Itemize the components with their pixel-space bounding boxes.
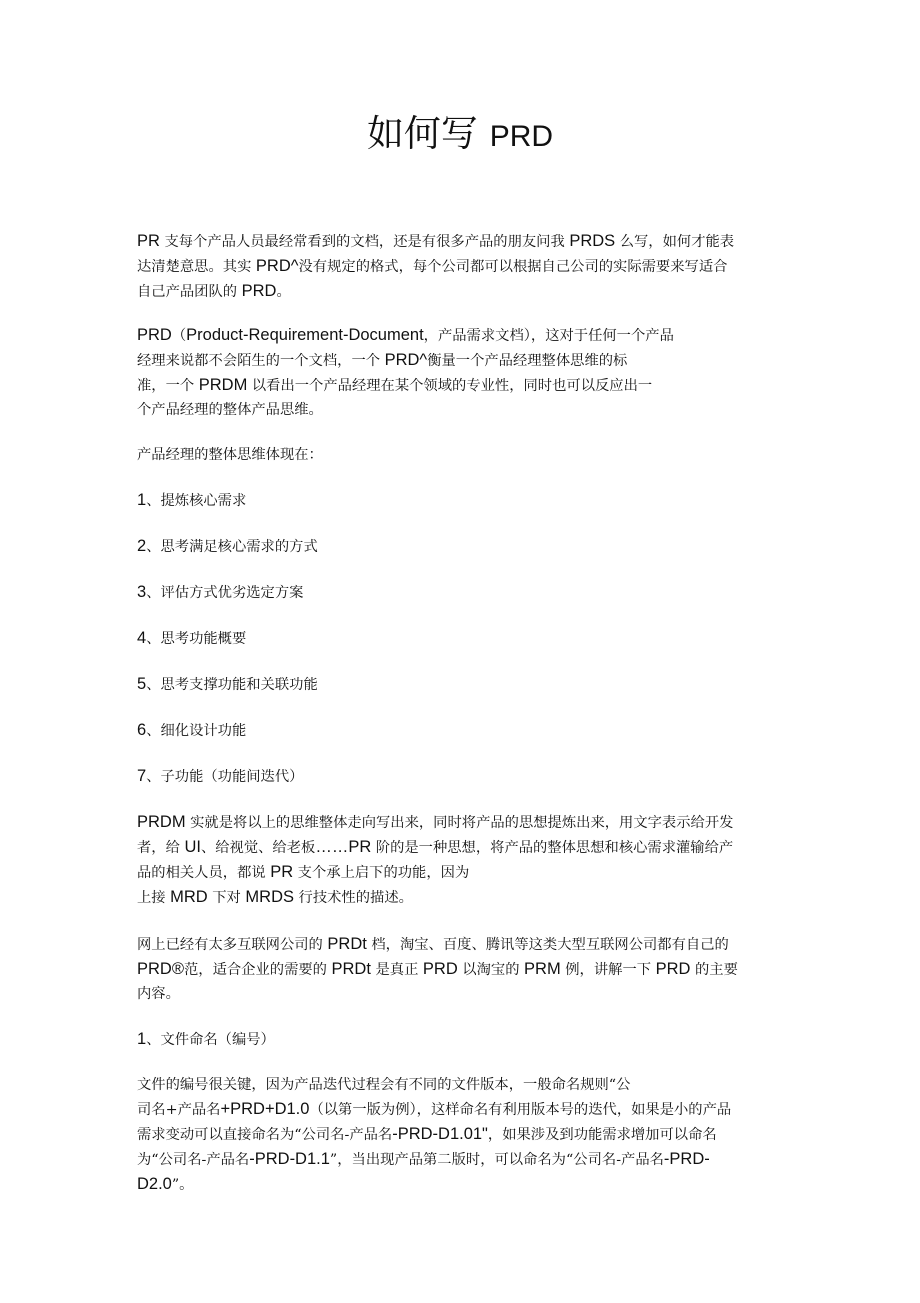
paragraph-line: 上接 MRD 下对 MRDS 行技术性的描述。 <box>137 888 413 906</box>
latin-text-run: PRDM <box>137 813 186 831</box>
paragraph-line: 准，一个 PRDM 以看出一个产品经理在某个领域的专业性，同时也可以反应出一 <box>137 376 653 394</box>
paragraph-line: PRD（Product-Requirement-Document，产品需求文档），这对于任何一个产品 <box>137 326 674 344</box>
paragraph-line: 司名+产品名+PRD+D1.0（以第一版为例），这样命名有利用版本号的迭代，如果是小的产品 <box>137 1100 732 1118</box>
latin-text-run: PRDM <box>198 376 248 394</box>
paragraph-thinking-intro: 产品经理的整体思维体现在： <box>137 447 323 463</box>
paragraph-line: 个产品经理的整体产品思维。 <box>137 402 323 418</box>
latin-text-run: D2.0 <box>137 1175 172 1193</box>
latin-text-run: PRDt <box>327 935 367 953</box>
paragraph-line: D2.0”。 <box>137 1175 194 1193</box>
latin-text-run: 4 <box>137 629 147 647</box>
paragraph-intro <box>137 229 787 304</box>
latin-text-run: 2 <box>137 537 147 555</box>
latin-text-run: 1 <box>137 491 147 509</box>
latin-text-run: -PRD-D1.01" <box>392 1125 488 1143</box>
paragraph-line: PR 支每个产品人员最经常看到的文档，还是有很多产品的朋友问我 PRDS 么写，如何才能表 <box>137 232 735 250</box>
latin-text-run: 6 <box>137 721 147 739</box>
latin-text-run: PRDS <box>569 232 616 250</box>
latin-text-run: UI <box>184 838 201 856</box>
list-item-step-7: 7、子功能（功能间迭代） <box>137 767 304 785</box>
paragraph-line: 内容。 <box>137 986 180 1002</box>
paragraph-prd-definition <box>137 323 787 422</box>
paragraph-line: 自己产品团队的 PRD。 <box>137 282 291 300</box>
latin-text-run: 1 <box>137 1030 147 1048</box>
document-body <box>137 229 787 1197</box>
latin-text-run: Product-Requirement-Document <box>186 326 424 344</box>
section-heading-file-naming: 1、文件命名（编号） <box>137 1030 275 1048</box>
document-title: 如何写 PRD <box>366 112 554 155</box>
paragraph-prd-role <box>137 810 787 910</box>
list-item-step-1: 1、提炼核心需求 <box>137 491 247 509</box>
list-item-step-5: 5、思考支撑功能和关联功能 <box>137 675 318 693</box>
latin-text-run: PRM <box>524 960 561 978</box>
latin-text-run: PRD <box>655 960 691 978</box>
paragraph-line: PRDM 实就是将以上的思维整体走向写出来，同时将产品的思想提炼出来，用文字表示给开发 <box>137 813 734 831</box>
paragraph-line: 者，给 UI、给视觉、给老板……PR 阶的是一种思想，将产品的整体思想和核心需求灌输给产 <box>137 838 734 856</box>
paragraph-line: 为“公司名-产品名-PRD-D1.1”，当出现产品第二版时，可以命名为“公司名-产品名-PRD- <box>137 1150 710 1168</box>
list-item-step-2: 2、思考满足核心需求的方式 <box>137 537 318 555</box>
paragraph-line: PRD®范，适合企业的需要的 PRDt 是真正 PRD 以淘宝的 PRM 例，讲解一下 PRD 的主要 <box>137 960 738 978</box>
list-item-step-3: 3、评估方式优劣选定方案 <box>137 583 304 601</box>
latin-text-run: PRD^ <box>384 351 428 369</box>
latin-text-run: PRDt <box>331 960 371 978</box>
paragraph-line: 网上已经有太多互联网公司的 PRDt 档，淘宝、百度、腾讯等这类大型互联网公司都有自己的 <box>137 935 729 953</box>
latin-text-run: MRD <box>170 888 208 906</box>
latin-text-run: -PRD-D1.1 <box>249 1150 330 1168</box>
latin-text-run: 7 <box>137 767 147 785</box>
paragraph-internet-companies <box>137 932 787 1006</box>
paragraph-line: 达清楚意思。其实 PRD^没有规定的格式，每个公司都可以根据自己公司的实际需要来写适合 <box>137 257 728 275</box>
latin-text-run: PRD^ <box>255 257 299 275</box>
latin-text-run: PRD <box>489 120 554 153</box>
paragraph-line: 经理来说都不会陌生的一个文档，一个 PRD^衡量一个产品经理整体思维的标 <box>137 351 628 369</box>
latin-text-run: -PRD- <box>663 1150 710 1168</box>
list-item-step-6: 6、细化设计功能 <box>137 721 247 739</box>
latin-text-run: PRD® <box>137 960 184 978</box>
latin-text-run: PRD <box>137 326 172 344</box>
latin-text-run: PRD <box>241 282 277 300</box>
latin-text-run: PR <box>137 232 160 250</box>
latin-text-run: PRD <box>422 960 458 978</box>
latin-text-run: 3 <box>137 583 147 601</box>
latin-text-run: ……PR <box>315 838 372 856</box>
paragraph-file-naming <box>137 1073 787 1197</box>
latin-text-run: PR <box>270 863 294 881</box>
paragraph-line: 需求变动可以直接命名为“公司名-产品名-PRD-D1.01"，如果涉及到功能需求增加可以命名 <box>137 1125 717 1143</box>
latin-text-run: +PRD+D1.0 <box>220 1100 310 1118</box>
latin-text-run: MRDS <box>245 888 294 906</box>
paragraph-line: 品的相关人员，都说 PR 支个承上启下的功能，因为 <box>137 863 470 881</box>
list-item-step-4: 4、思考功能概要 <box>137 629 247 647</box>
paragraph-line: 文件的编号很关键，因为产品迭代过程会有不同的文件版本，一般命名规则“公 <box>137 1077 631 1093</box>
latin-text-run: 5 <box>137 675 147 693</box>
